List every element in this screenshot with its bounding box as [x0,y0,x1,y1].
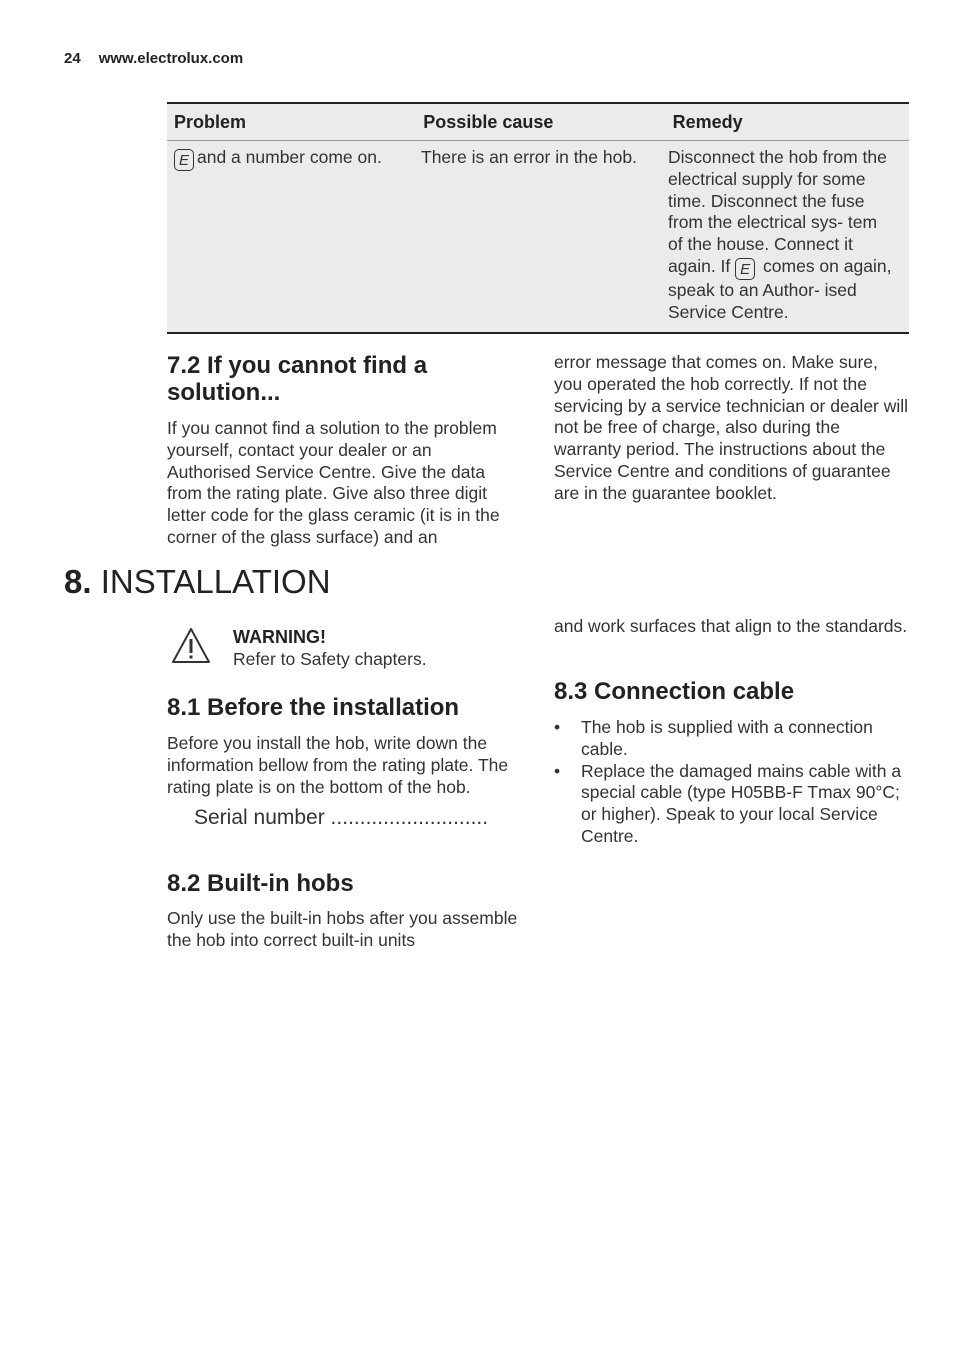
cause-cell: There is an error in the hob. [421,147,637,167]
chapter-title: INSTALLATION [100,563,331,600]
list-item: • Replace the damaged mains cable with a special cable (type H05BB-F Tmax 90°C; or higher). Speak to your local Service Centre. [554,761,914,848]
error-code-icon: E [735,258,755,280]
website-url: www.electrolux.com [98,50,244,67]
problem-cell [167,147,414,324]
section-8-2-right [554,616,910,638]
warning-box [170,626,427,670]
troubleshooting-table [167,102,909,334]
warning-triangle-icon [170,626,212,666]
section-number: 7.2 [167,352,201,379]
paragraph: Before you install the hob, write down the information bellow from the rating plate. The rating plate is on the bottom of the hob. [167,733,509,797]
paragraph: Only use the built-in hobs after you assemble the hob into correct built-in units [167,908,518,950]
section-7-2-left [167,352,519,549]
remedy-cell [661,147,902,324]
section-heading [167,694,527,721]
section-8-3 [554,678,914,848]
problem-text: and a number come on. [197,147,382,167]
section-title: Before the installation [207,694,460,721]
paragraph: If you cannot find a solution to the problem yourself, contact your dealer or an Authorised Service Centre. Give the data from the rating plate. Give also three digit letter code for the glass ceramic (it is in the corner of the glass surface) and an [167,418,500,547]
paragraph: error message that comes on. Make sure, you operated the hob correctly. If not the servicing by a service technician or dealer will not be free of charge, also during the warranty period. The instructions about the Service Centre and conditions of guarantee are in the guarantee booklet. [554,352,909,503]
error-code-icon: E [174,149,194,171]
section-heading [554,678,914,705]
column-header-remedy: Remedy [672,111,743,132]
section-title: Built-in hobs [207,870,354,897]
section-number: 8.1 [167,694,201,721]
remedy-text-2: comes on again, speak to an Author- ised Service Centre. [668,255,892,322]
chapter-heading [64,563,331,601]
table-row [167,141,909,332]
section-8-1 [167,694,527,831]
list-item: • The hob is supplied with a connection cable. [554,717,914,761]
remedy-text-1: Disconnect the hob from the electrical supply for some time. Disconnect the fuse from the electrical sys- tem of the house. Connect it again. If [668,147,887,276]
section-number: 8.3 [554,678,588,705]
bullet-list [554,717,914,848]
warning-title: WARNING! [233,627,326,647]
section-title: Connection cable [594,678,795,705]
serial-number-line: Serial number ........................... [194,806,489,830]
warning-text: Refer to Safety chapters. [233,649,427,669]
section-heading [167,870,527,897]
section-number: 8.2 [167,870,201,897]
section-8-2-left [167,870,527,952]
table-header-row [167,104,909,141]
paragraph: and work surfaces that align to the standards. [554,616,908,636]
chapter-number: 8. [64,563,92,600]
section-title: If you cannot find a solution... [167,352,428,406]
section-7-2-right [554,352,910,505]
page-header [64,50,243,67]
page-number: 24 [64,50,81,67]
column-header-problem: Problem [174,111,247,132]
column-header-cause: Possible cause [423,111,554,132]
section-heading [167,352,519,406]
